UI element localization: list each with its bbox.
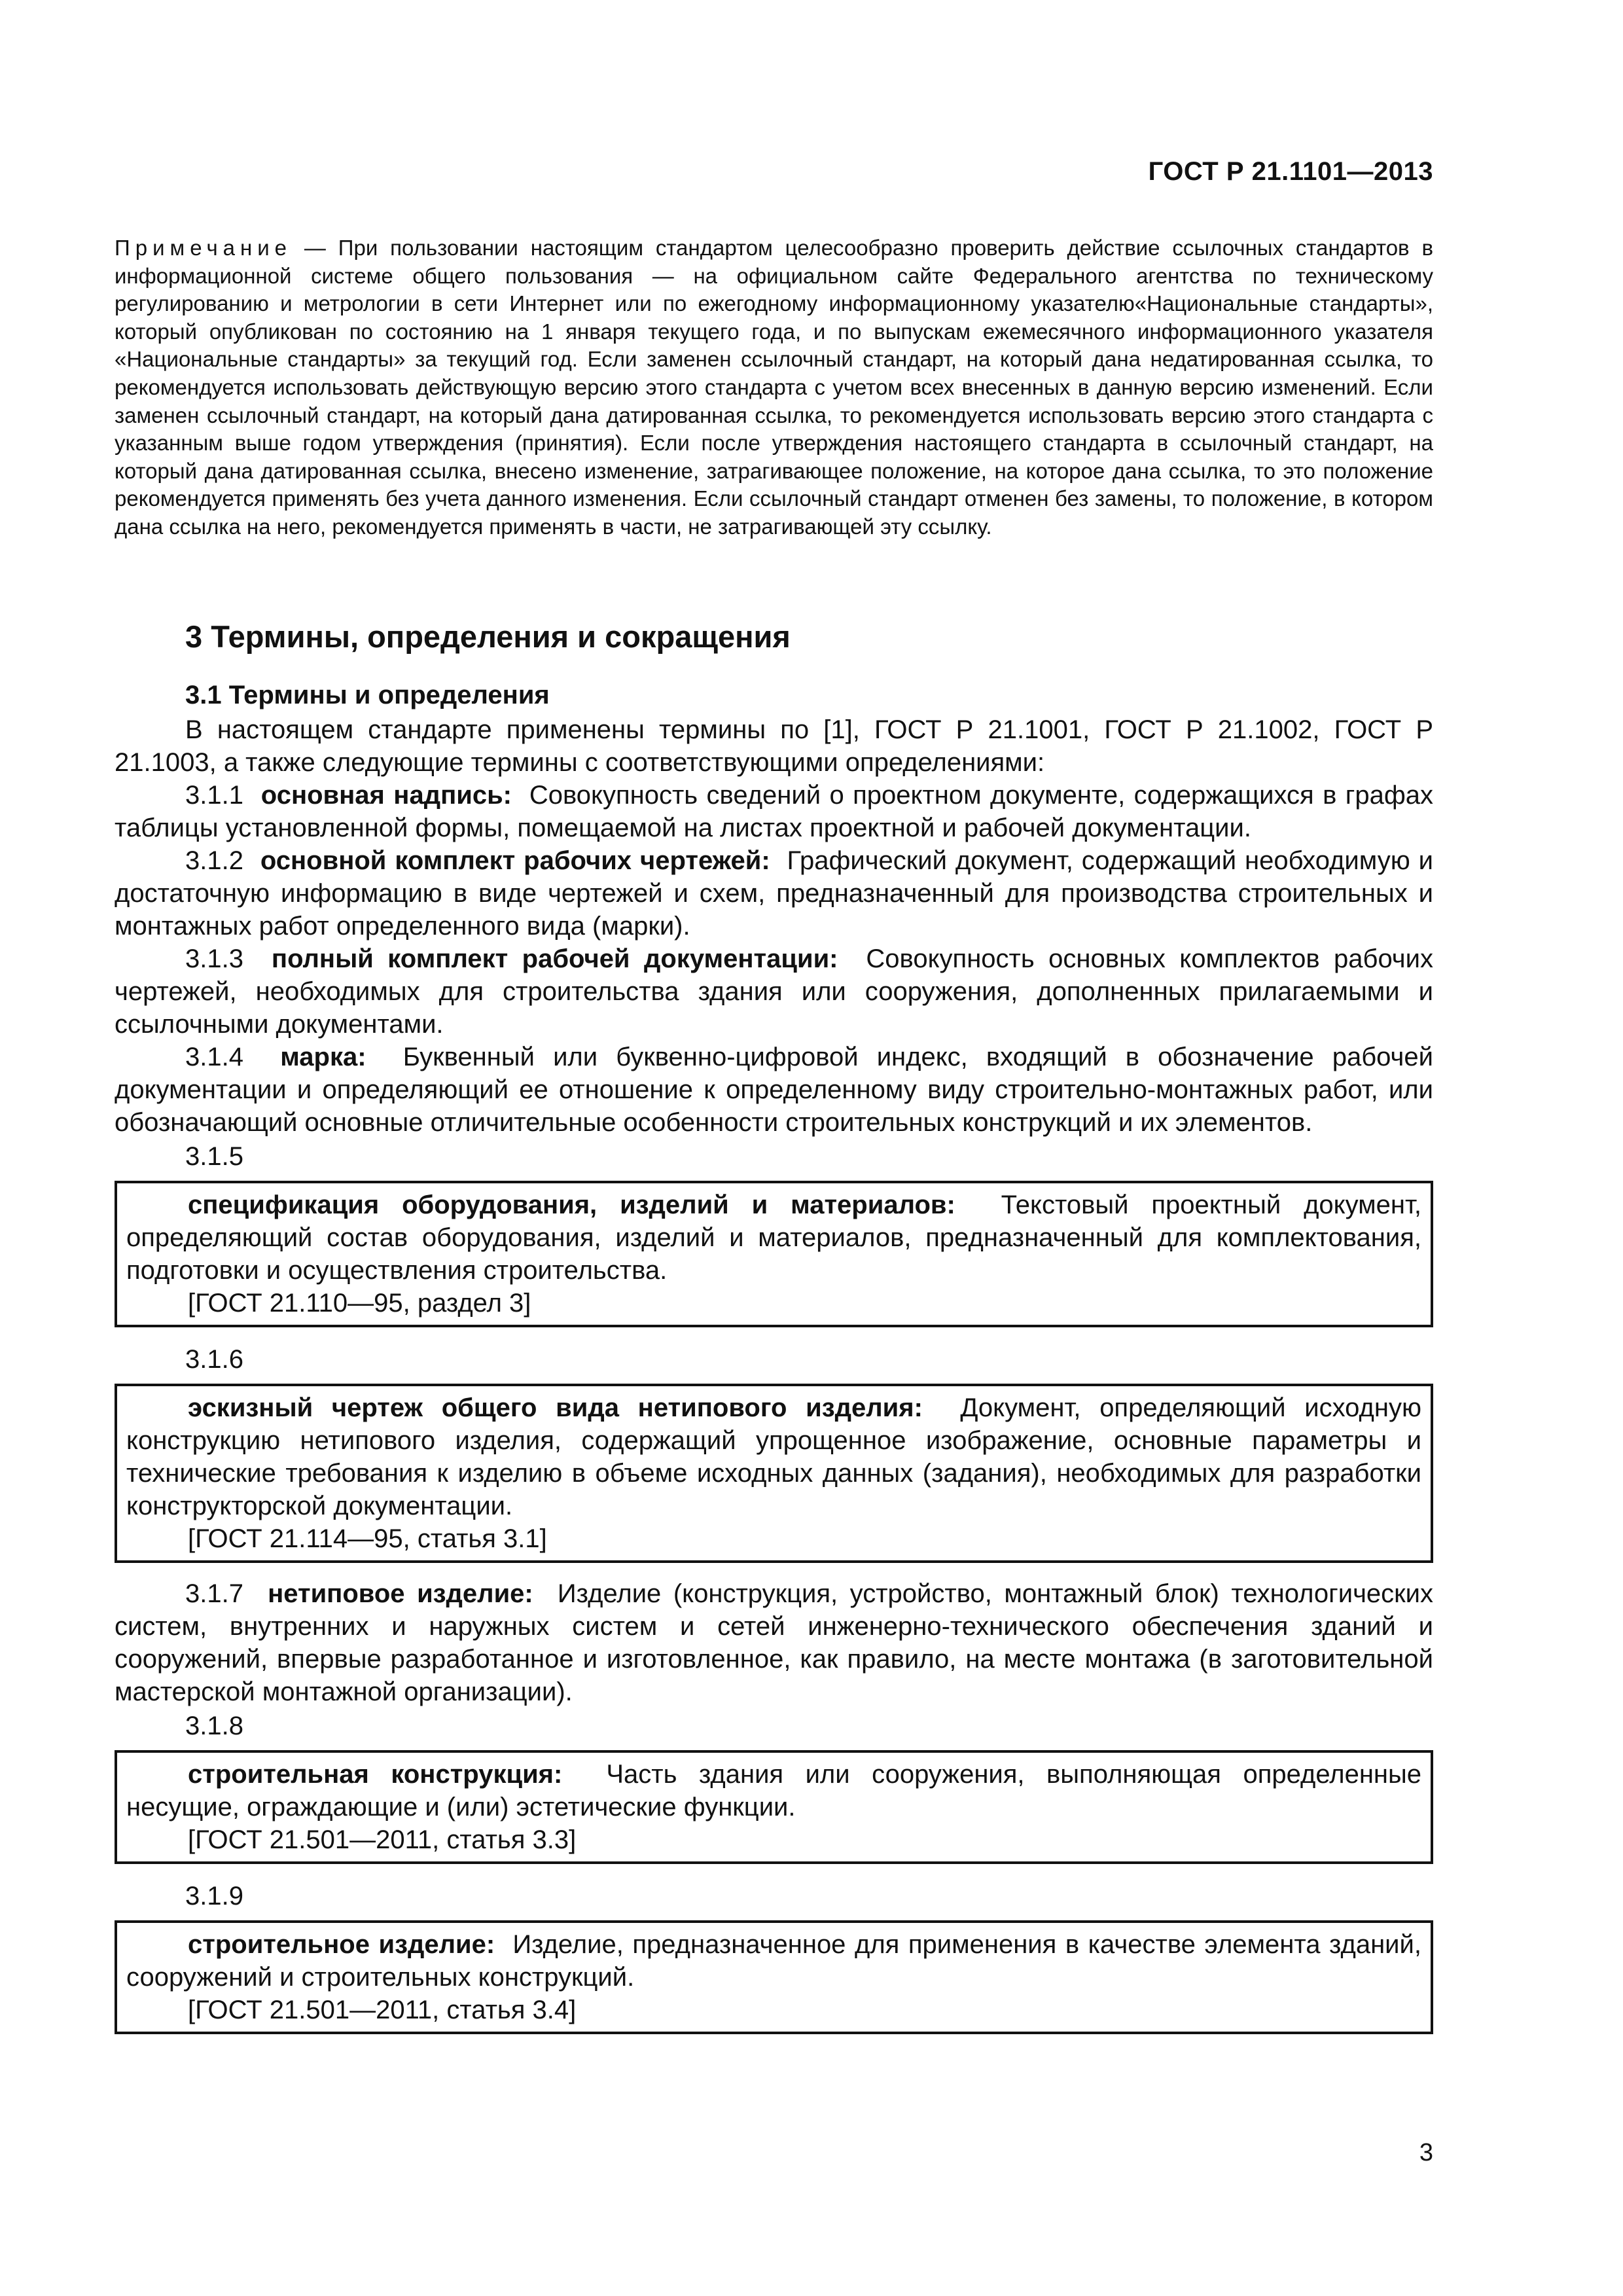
- term-number: 3.1.5: [185, 1142, 243, 1171]
- term-number: 3.1.4: [185, 1043, 243, 1071]
- term-entry: [115, 942, 1433, 1041]
- term-definition: Текстовый проектный документ, определяющий состав оборудования, изделий и материалов, предназначенный для комплектования, подготовки и осуществления строительства.: [126, 1191, 1422, 1285]
- term-entry: [126, 1189, 1421, 1287]
- term-source: [ГОСТ 21.114—95, статья 3.1]: [188, 1524, 547, 1553]
- term-name: нетиповое изделие:: [268, 1579, 533, 1608]
- term-definition: Документ, определяющий исходную конструкцию нетипового изделия, содержащий упрощенное изображение, основные параметры и технические требования к изделию в объеме исходных данных (задания), необходимых для разработки конструкторской документации.: [126, 1393, 1421, 1520]
- term-name: строительная конструкция:: [188, 1760, 563, 1789]
- term-definition: Графический документ, содержащий необходимую и достаточную информацию в виде чертежей и схем, предназначенный для производства строительных и монтажных работ определенного вида (марки).: [115, 846, 1433, 941]
- term-entry: [126, 1928, 1421, 1994]
- note-label: Примечание: [115, 236, 293, 260]
- term-definition: Изделие (конструкция, устройство, монтажный блок) технологических систем, внутренних и наружных систем и сетей инженерно-технического обеспечения зданий и сооружений, впервые разработанное и изготовленное, как правило, на месте монтажа (в заготовительной мастерской монтажной организации).: [115, 1579, 1434, 1706]
- term-entry: [115, 844, 1433, 942]
- term-source: [ГОСТ 21.110—95, раздел 3]: [188, 1289, 531, 1318]
- term-definition: Буквенный или буквенно-цифровой индекс, входящий в обозначение рабочей документации и определяющий ее отношение к определенному виду строительно-монтажных работ, или обозначающий основные отличительные особенности строительных конструкций и их элементов.: [115, 1043, 1433, 1137]
- section-title: 3 Термины, определения и сокращения: [185, 619, 791, 654]
- term-name: основная надпись:: [260, 781, 512, 810]
- term-definition: Изделие, предназначенное для применения в качестве элемента зданий, сооружений и строительных конструкций.: [126, 1930, 1421, 1992]
- document-code: ГОСТ Р 21.1101—2013: [1148, 157, 1433, 186]
- term-source: [ГОСТ 21.501—2011, статья 3.4]: [188, 1996, 577, 2024]
- term-number: 3.1.9: [185, 1882, 243, 1910]
- quoted-term-box: [115, 1384, 1433, 1563]
- term-definition: Часть здания или сооружения, выполняющая определенные несущие, ограждающие и (или) эстетические функции.: [126, 1760, 1422, 1821]
- term-definition: Совокупность основных комплектов рабочих чертежей, необходимых для строительства здания или сооружения, дополненных прилагаемыми и ссылочными документами.: [115, 944, 1433, 1039]
- term-source: [ГОСТ 21.501—2011, статья 3.3]: [188, 1825, 577, 1854]
- intro-paragraph: В настоящем стандарте применены термины по [1], ГОСТ Р 21.1001, ГОСТ Р 21.1002, ГОСТ Р 21.1003, а также следующие термины с соответствующими определениями:: [115, 715, 1433, 777]
- reference-note: [115, 234, 1433, 541]
- term-name: полный комплект рабочей документации:: [271, 944, 838, 973]
- quoted-term-box: [115, 1920, 1433, 2034]
- term-entry: [126, 1758, 1421, 1823]
- term-number: 3.1.6: [185, 1345, 243, 1374]
- term-number: 3.1.1: [185, 781, 243, 810]
- term-number: 3.1.7: [185, 1579, 243, 1608]
- term-number: 3.1.8: [185, 1712, 243, 1740]
- terms-body: [115, 713, 1433, 2049]
- term-number: 3.1.2: [185, 846, 243, 875]
- term-name: спецификация оборудования, изделий и материалов:: [188, 1191, 955, 1219]
- term-entry: [115, 779, 1433, 844]
- term-entry: [115, 1577, 1433, 1708]
- quoted-term-box: [115, 1750, 1433, 1864]
- term-entry: [126, 1391, 1421, 1522]
- term-number: 3.1.3: [185, 944, 243, 973]
- note-text: — При пользовании настоящим стандартом целесообразно проверить действие ссылочных стандартов в информационной системе общего пользования — на официальном сайте Федерального агентства по техническому регулированию и метрологии в сети Интернет или по ежегодному информационному указателю«Национальные стандарты», который опубликован по состоянию на 1 января текущего года, и по выпускам ежемесячного информационного указателя «Национальные стандарты» за текущий год. Если заменен ссылочный стандарт, на который дана недатированная ссылка, то рекомендуется использовать действующую версию этого стандарта с учетом всех внесенных в данную версию изменений. Если заменен ссылочный стандарт, на который дана датированная ссылка, то рекомендуется использовать версию этого стандарта с указанным выше годом утверждения (принятия). Если после утверждения настоящего стандарта в ссылочный стандарт, на который дана датированная ссылка, внесено изменение, затрагивающее положение, на которое дана ссылка, то это положение рекомендуется применять без учета данного изменения. Если ссылочный стандарт отменен без замены, то положение, в котором дана ссылка на него, рекомендуется применять в части, не затрагивающей эту ссылку.: [115, 236, 1433, 539]
- page-number: 3: [1419, 2139, 1433, 2166]
- quoted-term-box: [115, 1181, 1433, 1327]
- subsection-title: 3.1 Термины и определения: [185, 681, 550, 709]
- term-name: строительное изделие:: [188, 1930, 495, 1959]
- term-name: эскизный чертеж общего вида нетипового изделия:: [188, 1393, 923, 1422]
- term-entry: [115, 1041, 1433, 1139]
- term-name: основной комплект рабочих чертежей:: [260, 846, 770, 875]
- term-definition: Совокупность сведений о проектном документе, содержащихся в графах таблицы установленной формы, помещаемой на листах проектной и рабочей документации.: [115, 781, 1434, 842]
- term-name: марка:: [280, 1043, 366, 1071]
